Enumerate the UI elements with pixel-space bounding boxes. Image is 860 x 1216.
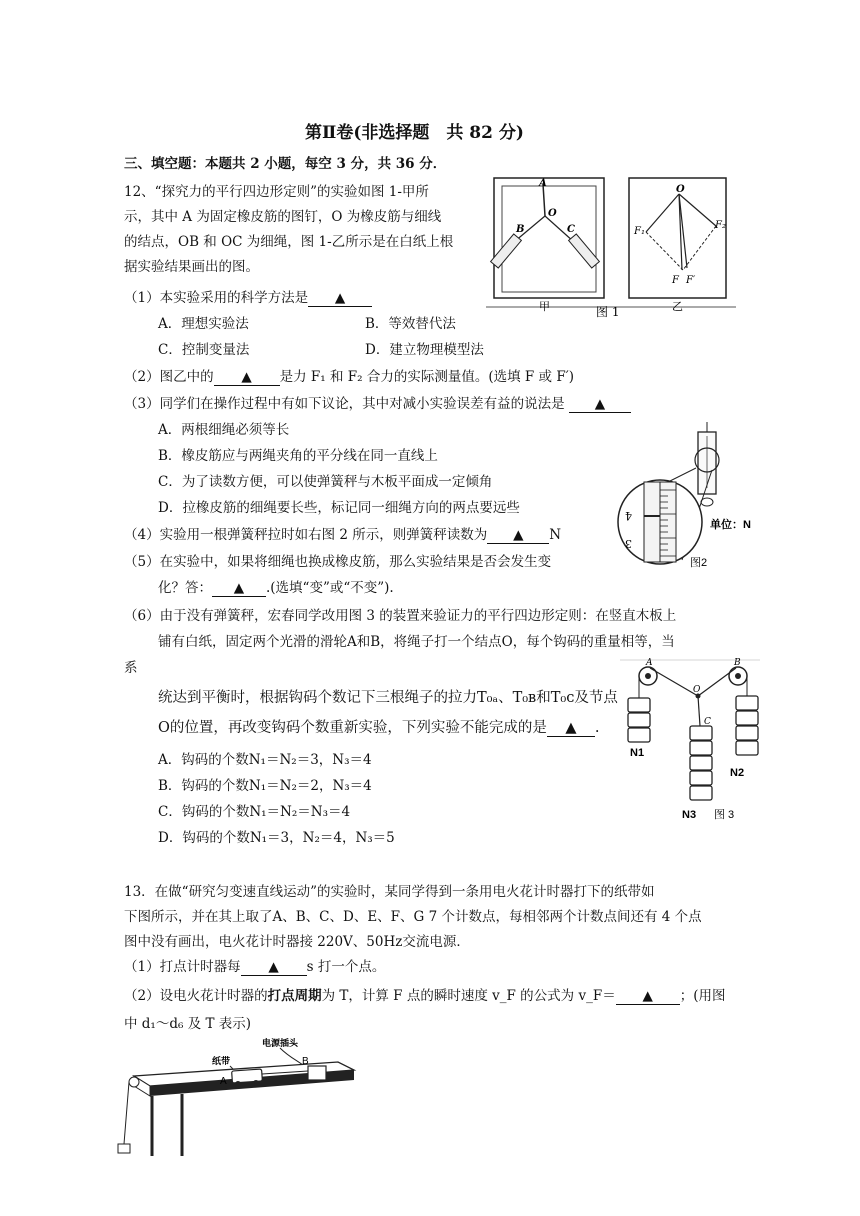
q12-part6-line5 xyxy=(158,716,600,737)
cart-wheel-2 xyxy=(253,1080,259,1086)
q12-part1-option-a: A．理想实验法 xyxy=(158,316,249,332)
sub-label-yi: 乙 xyxy=(672,300,683,313)
rope-oa xyxy=(650,668,698,696)
answer-blank[interactable]: ▲ xyxy=(487,527,549,544)
zoom-line-1 xyxy=(668,468,696,482)
q13-part2-pre: （2）设电火花计时器的 xyxy=(124,988,268,1004)
figure-2 xyxy=(614,420,754,570)
q12-part5-post: .(选填“变”或“不变”). xyxy=(266,580,394,596)
q12-part2-pre: （2）图乙中的 xyxy=(124,369,214,385)
q12-part3-option-c: C．为了读数方便，可以使弹簧秤与木板平面成一定倾角 xyxy=(158,474,493,490)
hook-ring xyxy=(701,498,713,506)
label-pulley-a: A xyxy=(646,658,653,668)
q12-part5-line2 xyxy=(158,576,394,597)
q12-part6-pre: O的位置，再改变钩码个数重新实验，下列实验不能完成的是 xyxy=(158,720,547,736)
q13-intro-line2: 下图所示，并在其上取了A、B、C、D、E、F、G 7 个计数点，每相邻两个计数点间还有 4 个点 xyxy=(124,909,702,925)
answer-blank[interactable]: ▲ xyxy=(212,580,266,597)
dash-line-2 xyxy=(683,226,716,270)
answer-blank[interactable]: ▲ xyxy=(241,959,307,976)
tick-label-4: 4 xyxy=(625,509,632,522)
q13-part1-post: s 打一个点。 xyxy=(306,959,386,975)
q13-intro-line1: 13．在做“研究匀变速直线运动”的实验时，某同学得到一条用电火花计时器打下的纸带如 xyxy=(124,884,655,900)
vector-f1 xyxy=(646,194,679,232)
weights-n2 xyxy=(736,696,758,755)
answer-blank[interactable]: ▲ xyxy=(616,988,680,1005)
q12-part3-option-d: D．拉橡皮筋的细绳要长些，标记同一细绳方向的两点要远些 xyxy=(158,500,520,516)
q12-part1-stem xyxy=(124,286,372,307)
answer-blank[interactable]: ▲ xyxy=(547,720,595,737)
section-title: 第Ⅱ卷(非选择题 共 82 分) xyxy=(305,123,524,143)
q12-part1-option-b: B．等效替代法 xyxy=(365,316,456,332)
figure-3 xyxy=(620,656,760,826)
vector-f2 xyxy=(679,194,716,226)
q12-part5-line1: （5）在实验中，如果将细绳也换成橡皮筋，那么实验结果是否会发生变 xyxy=(124,554,552,570)
answer-blank[interactable]: ▲ xyxy=(569,396,631,413)
label-a: A xyxy=(220,1076,227,1087)
label-tape: 纸带 xyxy=(212,1056,231,1066)
figure-4-apparatus xyxy=(112,1036,362,1158)
q12-part2-post: 是力 F₁ 和 F₂ 合力的实际测量值。(选填 F 或 F′) xyxy=(279,369,575,385)
cart-wheel-1 xyxy=(235,1081,241,1087)
label-b: B xyxy=(516,224,525,235)
figure-1 xyxy=(486,170,736,318)
spring-scale-b xyxy=(491,234,522,268)
answer-blank[interactable]: ▲ xyxy=(308,290,372,307)
q12-part4 xyxy=(124,523,561,544)
q12-part2 xyxy=(124,365,574,386)
q12-part6-post: . xyxy=(594,720,600,736)
rope-oc xyxy=(698,696,700,726)
weights-n1 xyxy=(628,698,650,742)
q12-part1-text: （1）本实验采用的科学方法是 xyxy=(124,290,309,306)
q12-part4-post: N xyxy=(549,527,562,543)
q13-part2-mid: 为 T，计算 F 点的瞬时速度 v_F 的公式为 v_F＝ xyxy=(321,988,616,1004)
q12-part1-option-d: D．建立物理模型法 xyxy=(365,342,484,358)
label-o-jia: O xyxy=(548,208,557,219)
q13-part2 xyxy=(124,984,725,1005)
label-pulley-b: B xyxy=(734,658,741,668)
q13-part2-post: ；(用图 xyxy=(679,988,726,1004)
q12-part6-line3: 系 xyxy=(124,660,138,676)
q12-part4-pre: （4）实验用一根弹簧秤拉时如右图 2 所示，则弹簧秤读数为 xyxy=(124,527,488,543)
q12-part3-text: （3）同学们在操作过程中有如下议论，其中对减小实验误差有益的说法是 xyxy=(124,396,565,412)
label-f2: F₂ xyxy=(715,220,726,231)
label-o-yi: O xyxy=(676,184,685,195)
hanging-weight xyxy=(118,1144,130,1153)
q13-intro-line3: 图中没有画出，电火花计时器接 220V、50Hz交流电源． xyxy=(124,934,470,950)
label-n1: N1 xyxy=(630,747,645,759)
rope-ob xyxy=(698,668,736,696)
q12-part6-option-a: A．钩码的个数N₁＝N₂＝3，N₃＝4 xyxy=(158,752,372,768)
q13-part1-pre: （1）打点计时器每 xyxy=(124,959,241,975)
q12-part5-pre: 化？答： xyxy=(158,580,212,596)
q12-part6-option-b: B．钩码的个数N₁＝N₂＝2，N₃＝4 xyxy=(158,778,372,794)
spring-scale-c xyxy=(569,234,600,268)
q13-part2-bold: 打点周期 xyxy=(267,988,322,1004)
q12-part3-stem xyxy=(124,392,631,413)
hanging-string xyxy=(124,1082,129,1144)
q12-part6-option-d: D．钩码的个数N₁＝3，N₂＝4，N₃＝5 xyxy=(158,830,395,846)
q12-part6-line4: 统达到平衡时，根据钩码个数记下三根绳子的拉力T₀ₐ、T₀ʙ和T₀ᴄ及节点 xyxy=(158,690,618,706)
section-heading: 三、填空题：本题共 2 小题，每空 3 分，共 36 分． xyxy=(124,156,447,172)
q12-intro-line4: 据实验结果画出的图。 xyxy=(124,259,259,275)
label-c: C xyxy=(704,717,711,727)
q12-part6-line1: （6）由于没有弹簧秤，宏春同学改用图 3 的装置来验证力的平行四边形定则：在竖直木板上 xyxy=(124,608,677,624)
q12-part1-option-c: C．控制变量法 xyxy=(158,342,250,358)
q13-part2-line2: 中 d₁～d₆ 及 T 表示) xyxy=(124,1016,252,1032)
label-f: F xyxy=(672,275,679,286)
label-a: A xyxy=(539,178,547,189)
label-n2: N2 xyxy=(730,767,745,779)
tick-label-3: 3 xyxy=(625,537,632,550)
end-pulley xyxy=(129,1077,139,1087)
q12-intro-line3: 的结点，OB 和 OC 为细绳，图 1-乙所示是在白纸上根 xyxy=(124,234,454,250)
label-b: B xyxy=(302,1056,309,1067)
q12-part3-option-b: B．橡皮筋应与两绳夹角的平分线在同一直线上 xyxy=(158,448,438,464)
label-knot-o: O xyxy=(693,685,701,695)
q12-part6-line2: 铺有白纸，固定两个光滑的滑轮A和B，将绳子打一个结点O，每个钩码的重量相等，当 xyxy=(158,634,675,650)
q13-part1 xyxy=(124,955,385,976)
answer-blank[interactable]: ▲ xyxy=(214,369,280,386)
figure-1-caption: 图 1 xyxy=(596,305,620,318)
label-c: C xyxy=(567,224,575,235)
dash-line-1 xyxy=(646,232,683,270)
figure-2-caption: 图2 xyxy=(690,557,708,569)
unit-label: 单位：N xyxy=(710,519,751,531)
sub-label-jia: 甲 xyxy=(539,300,550,313)
label-n3: N3 xyxy=(682,809,697,821)
q12-part6-option-c: C．钩码的个数N₁＝N₂＝N₃＝4 xyxy=(158,804,351,820)
q12-intro-line2: 示，其中 A 为固定橡皮筋的图钉，O 为橡皮筋与细线 xyxy=(124,209,442,225)
label-f-prime: F′ xyxy=(686,275,696,286)
q12-intro-line1: 12、“探究力的平行四边形定则”的实验如图 1-甲所 xyxy=(124,184,429,200)
weights-n3 xyxy=(690,726,712,800)
q12-part3-option-a: A．两根细绳必须等长 xyxy=(158,422,290,438)
figure-3-caption: 图 3 xyxy=(714,809,735,821)
label-f1: F₁ xyxy=(634,226,645,237)
spark-timer xyxy=(308,1066,326,1080)
label-power-plug: 电源插头 xyxy=(262,1038,299,1048)
